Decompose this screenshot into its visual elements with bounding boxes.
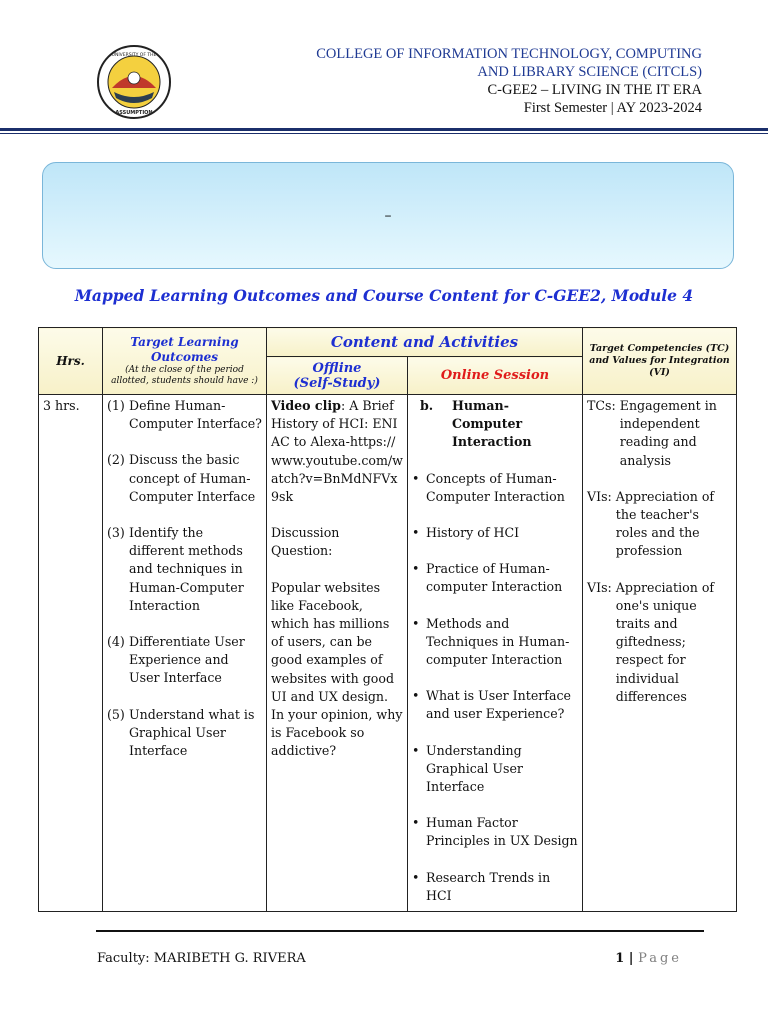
competency-text: Appreciation of one's unique traits and giftedness; respect for individual differences: [615, 579, 715, 704]
faculty-name: Faculty: MARIBETH G. RIVERA: [97, 951, 306, 966]
page-number: [615, 951, 682, 966]
discussion-label: Discussion Question:: [271, 525, 340, 559]
topic-item-text: Practice of Human-computer Interaction: [426, 561, 563, 595]
cell-competencies: [583, 395, 737, 912]
outcome-item: [107, 706, 262, 761]
header-content: Content and Activities: [267, 328, 583, 357]
competency-text: Appreciation of the teacher's roles and the profession: [615, 488, 715, 559]
topic-item-text: Research Trends in HCI: [426, 869, 551, 903]
list-item: [412, 742, 578, 797]
list-item: [412, 560, 578, 596]
footer-rule: [96, 930, 704, 932]
page-separator: |: [624, 951, 639, 966]
bullet-icon: •: [412, 470, 420, 486]
outcome-number: (2): [107, 452, 125, 468]
cell-online: [408, 395, 583, 912]
topic-item-text: Human Factor Principles in UX Design: [426, 815, 578, 849]
header-outcomes: [103, 328, 267, 395]
video-clip-label: Video clip: [271, 398, 341, 413]
college-name-line2: AND LIBRARY SCIENCE (CITCLS): [477, 64, 702, 80]
outcome-item: [107, 451, 262, 506]
outcome-text: Differentiate User Experience and User Interface: [129, 634, 245, 686]
outcome-number: (3): [107, 525, 125, 541]
outcome-text: Understand what is Graphical User Interface: [129, 706, 255, 759]
header-outcomes-title: Target Learning Outcomes: [130, 335, 239, 364]
learning-outcomes-table: [38, 327, 737, 912]
list-item: [412, 470, 578, 506]
outcome-item: [107, 633, 262, 688]
college-name-line1: COLLEGE OF INFORMATION TECHNOLOGY, COMPUTING: [316, 46, 702, 62]
competency-label: VIs:: [587, 488, 612, 504]
bullet-icon: •: [412, 869, 420, 885]
section-title: Mapped Learning Outcomes and Course Content for C-GEE2, Module 4: [74, 286, 694, 305]
bullet-icon: •: [412, 615, 420, 631]
document-header: [316, 45, 702, 117]
header-hrs: Hrs.: [39, 328, 103, 395]
topic-item-text: Methods and Techniques in Human-computer Interaction: [426, 615, 570, 668]
outcome-text: Identify the different methods and techniques in Human-Computer Interaction: [129, 525, 244, 613]
outcome-item: [107, 397, 262, 433]
table-row: [39, 395, 737, 912]
header-online: Online Session: [408, 357, 583, 395]
cell-hrs: 3 hrs.: [39, 395, 103, 912]
course-title: C-GEE2 – LIVING IN THE IT ERA: [487, 82, 702, 98]
outcome-item: [107, 524, 262, 615]
competency-item: [587, 397, 732, 470]
list-item: [412, 615, 578, 670]
header-competencies: Target Competencies (TC) and Values for Integration (VI): [583, 328, 737, 395]
topic-item-text: Understanding Graphical User Interface: [426, 742, 523, 795]
topic-item-text: Concepts of Human-Computer Interaction: [426, 470, 565, 504]
bullet-icon: •: [412, 561, 420, 577]
list-item: [412, 814, 578, 850]
competency-item: [587, 488, 732, 561]
competency-label: TCs:: [587, 398, 616, 413]
competency-label: VIs:: [587, 579, 612, 595]
logo-text-top: UNIVERSITY OF THE: [111, 53, 157, 58]
header-rule-thin: [0, 133, 768, 134]
banner-text: –: [384, 207, 392, 224]
competency-item: [587, 579, 732, 706]
cell-offline: [267, 395, 408, 912]
discussion-question: Popular websites like Facebook, which has millions of users, can be good examples of websites with good UI and UX design. In your opinion, why is Facebook so addictive?: [271, 579, 403, 759]
logo-text-name: ASSUMPTION: [115, 110, 153, 116]
cell-outcomes: [103, 395, 267, 912]
header-offline-title: Offline: [312, 360, 362, 376]
competency-text: Engagement in independent reading and analysis: [619, 398, 717, 468]
bullet-icon: •: [412, 742, 420, 758]
topic-title-text: Human-Computer Interaction: [452, 398, 532, 450]
page-word: Page: [638, 951, 682, 966]
online-topics-list: [412, 470, 578, 905]
list-item: [412, 869, 578, 905]
bullet-icon: •: [412, 525, 420, 541]
header-offline-note: (Self-Study): [293, 375, 381, 391]
header-rule-thick: [0, 128, 768, 131]
university-seal-logo: [96, 44, 172, 120]
list-item: [412, 687, 578, 723]
outcome-number: (1): [107, 398, 125, 413]
outcomes-list: [107, 397, 262, 760]
competencies-list: [587, 397, 732, 706]
bullet-icon: •: [412, 688, 420, 704]
list-item: [412, 524, 578, 542]
title-banner: [42, 162, 734, 269]
video-clip-text: [271, 397, 403, 506]
header-offline: [267, 357, 408, 395]
outcome-number: (5): [107, 706, 125, 722]
bullet-icon: •: [412, 815, 420, 831]
outcome-number: (4): [107, 634, 125, 650]
header-outcomes-note: (At the close of the period allotted, students should have :): [111, 365, 258, 386]
outcome-text: Define Human-Computer Interface?: [129, 398, 262, 432]
semester-info: First Semester | AY 2023-2024: [523, 100, 702, 116]
topic-item-text: History of HCI: [426, 525, 520, 541]
page-number-value: 1: [615, 951, 625, 966]
outcome-text: Discuss the basic concept of Human-Computer Interface: [129, 452, 256, 504]
video-clip-link: : A Brief History of HCI: ENIAC to Alexa-https://www.youtube.com/watch?v=BnMdNFVx9sk: [271, 398, 403, 505]
topic-number: b.: [420, 398, 434, 413]
online-topic-title: [412, 397, 578, 452]
topic-item-text: What is User Interface and user Experience?: [426, 688, 571, 722]
